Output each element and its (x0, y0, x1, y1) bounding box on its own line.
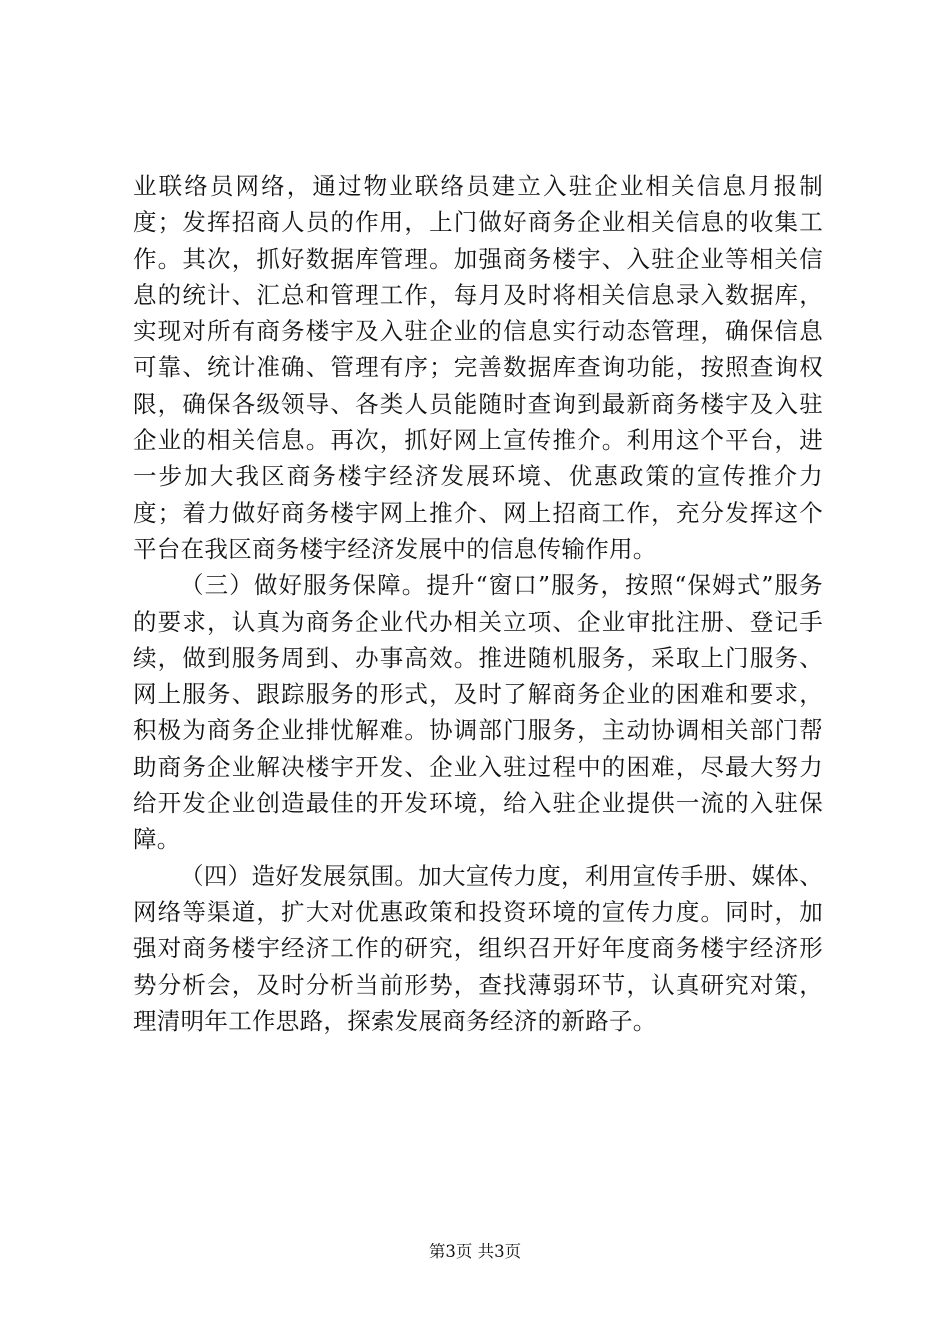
paragraph-section-4: （四）造好发展氛围。加大宣传力度，利用宣传手册、媒体、网络等渠道，扩大对优惠政策和投资环境的宣传力度。同时，加强对商务楼宇经济工作的研究，组织召开好年度商务楼宇经济形势分析会，及时分析当前形势，查找薄弱环节，认真研究对策，理清明年工作思路，探索发展商务经济的新路子。 (133, 861, 823, 1035)
document-body (133, 168, 823, 1039)
page-footer (0, 1240, 950, 1264)
page-number: 第3页 (428, 1242, 473, 1261)
page-total: 共3页 (477, 1242, 522, 1261)
paragraph-continuation: 业联络员网络，通过物业联络员建立入驻企业相关信息月报制度；发挥招商人员的作用，上门做好商务企业相关信息的收集工作。其次，抓好数据库管理。加强商务楼宇、入驻企业等相关信息的统计、汇总和管理工作，每月及时将相关信息录入数据库，实现对所有商务楼宇及入驻企业的信息实行动态管理，确保信息可靠、统计准确、管理有序；完善数据库查询功能，按照查询权限，确保各级领导、各类人员能随时查询到最新商务楼宇及入驻企业的相关信息。再次，抓好网上宣传推介。利用这个平台，进一步加大我区商务楼宇经济发展环境、优惠政策的宣传推介力度；着力做好商务楼宇网上推介、网上招商工作，充分发挥这个平台在我区商务楼宇经济发展中的信息传输作用。 (133, 172, 823, 563)
paragraph-section-3: （三）做好服务保障。提升“窗口”服务，按照“保姆式”服务的要求，认真为商务企业代办相关立项、企业审批注册、登记手续，做到服务周到、办事高效。推进随机服务，采取上门服务、网上服务、跟踪服务的形式，及时了解商务企业的困难和要求，积极为商务企业排忧解难。协调部门服务，主动协调相关部门帮助商务企业解决楼宇开发、企业入驻过程中的困难，尽最大努力给开发企业创造最佳的开发环境，给入驻企业提供一流的入驻保障。 (133, 571, 823, 854)
